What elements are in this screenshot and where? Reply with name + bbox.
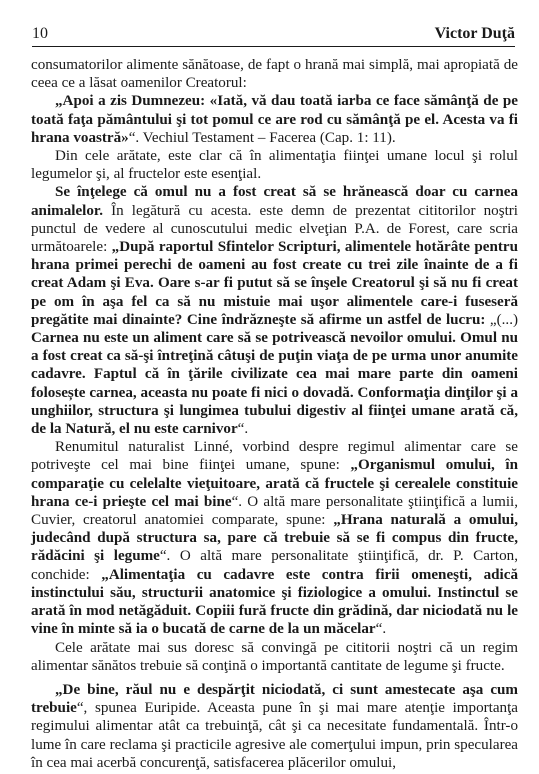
paragraph [31, 681, 518, 772]
bold-quote: „Hrana naturală a omului, judecând după structura sa, pare că trebuie să se fi compus din fructe, rădăcini şi legume [31, 512, 519, 565]
paragraph-text: Cele arătate mai sus doresc să convingă pe cititorii noştri că un regim alimentar sănătos trebuie să conţină o importantă cantitate de legume şi fructe. [31, 639, 518, 674]
bold-quote: „După raportul Sfintelor Scripturi, alimentele hotărâte pentru hrana primei perechi de oameni au fost create cu trei zile înainte de a fi creat Adam şi Eva. Oare s-ar fi putut să se înşele Creatorul şi să nu fi creat pe om în aşa fel ca să nu mistuie mai uşor alimentele care-i fuseseră pregătite mai dinainte? Cine îndrăzneşte să afirme un astfel de lucru: [31, 239, 519, 328]
paragraph-text: “. [375, 621, 387, 638]
paragraph-text: “. O altă mare personalitate ştiinţifică a lumii, Cuvier, creatorul anatomiei comparate, spune: [31, 493, 518, 529]
paragraph [31, 639, 518, 675]
running-title: Victor Duţă [434, 25, 515, 42]
bold-quote: Carnea nu este un aliment care să se potrivească nevoilor omului. Omul nu a fost creat ca să-şi întreţină câtuşi de puţin viaţa de pe urma unor anumite cadavre. Faptul că în ţările civilizate cea mai mare parte din oameni folosește carnea, aceasta nu poate fi nici o dovadă. Conformaţia dinţilor şi a unghiilor, structura şi lungimea tubului digestiv al fiinţei umane arată că, de la Natură, el nu este carnivor [31, 330, 518, 438]
paragraph [31, 183, 518, 438]
paragraph-text: “. O altă mare personalitate ştiinţifică, dr. P. Carton, conchide: [31, 548, 518, 583]
paragraph-text: În legătură cu acesta. este demn de prezentat cititorilor noştri punctul de vedere al cunoscutului medic elveţian P.A. de Forest, care scria următoarele: [31, 202, 518, 256]
paragraph-text: „(...) [485, 311, 518, 328]
page-header [32, 20, 515, 47]
bold-quote: „Apoi a zis Dumnezeu: «Iată, vă dau toată iarba ce face sămânţă de pe toată faţa pământului şi tot pomul ce are rod cu sămânţă pe el. Acesta va fi hrana voastră» [31, 93, 518, 146]
bold-quote: „Alimentaţia cu cadavre este contra firii omeneşti, adică instinctului său, structurii anatomice şi fiziologice a omului. Instinctul se arată în mod netăgăduit. Copiii fură fructe din grădină, dar niciodată nu le vine în minte să ia o bucată de carne de la un măcelar [31, 566, 518, 638]
paragraph [31, 147, 518, 183]
bold-quote: „De bine, răul nu e despărţit niciodată, ci sunt amestecate aşa cum trebuie [31, 681, 518, 717]
page-number: 10 [32, 25, 48, 42]
paragraph-text: “. Vechiul Testament – Facerea (Cap. 1: 11). [128, 129, 396, 146]
body-text [31, 56, 518, 772]
paragraph [31, 92, 518, 147]
paragraph-text: consumatorilor alimente sănătoase, de fapt o hrană mai simplă, mai apropiată de ceea ce a lăsat oamenilor Creatorul: [31, 57, 518, 92]
bold-quote: Se înţelege că omul nu a fost creat să se hrănească doar cu carnea animalelor. [31, 184, 518, 219]
paragraph [31, 56, 518, 92]
bold-quote: „Organismul omului, în comparaţie cu celelalte vieţuitoare, arată că fructele şi cerealele constituie hrana ce-i prieşte cel mai bine [31, 457, 518, 510]
paragraph-text: “. [237, 421, 249, 438]
paragraph-text: “, spunea Euripide. Aceasta pune în şi mai mare atenţie importanţa regimului alimentar atât ca trebuinţă, cât şi ca necesitate fundamentală. Într-o lume în care reclama şi practicile agresive ale comerţului impun, prin specularea în cea mai acerbă concurenţă, satisfacerea plăcerilor omului, [31, 700, 518, 771]
paragraph-text: Din cele arătate, este clar că în alimentaţia fiinţei umane locul şi rolul legumelor şi, al fructelor este esenţial. [31, 148, 518, 183]
paragraph [31, 438, 518, 638]
paragraph-text: Renumitul naturalist Linné, vorbind despre regimul alimentar care se potriveşte cel mai bine fiinţei umane, spune: [31, 439, 518, 474]
